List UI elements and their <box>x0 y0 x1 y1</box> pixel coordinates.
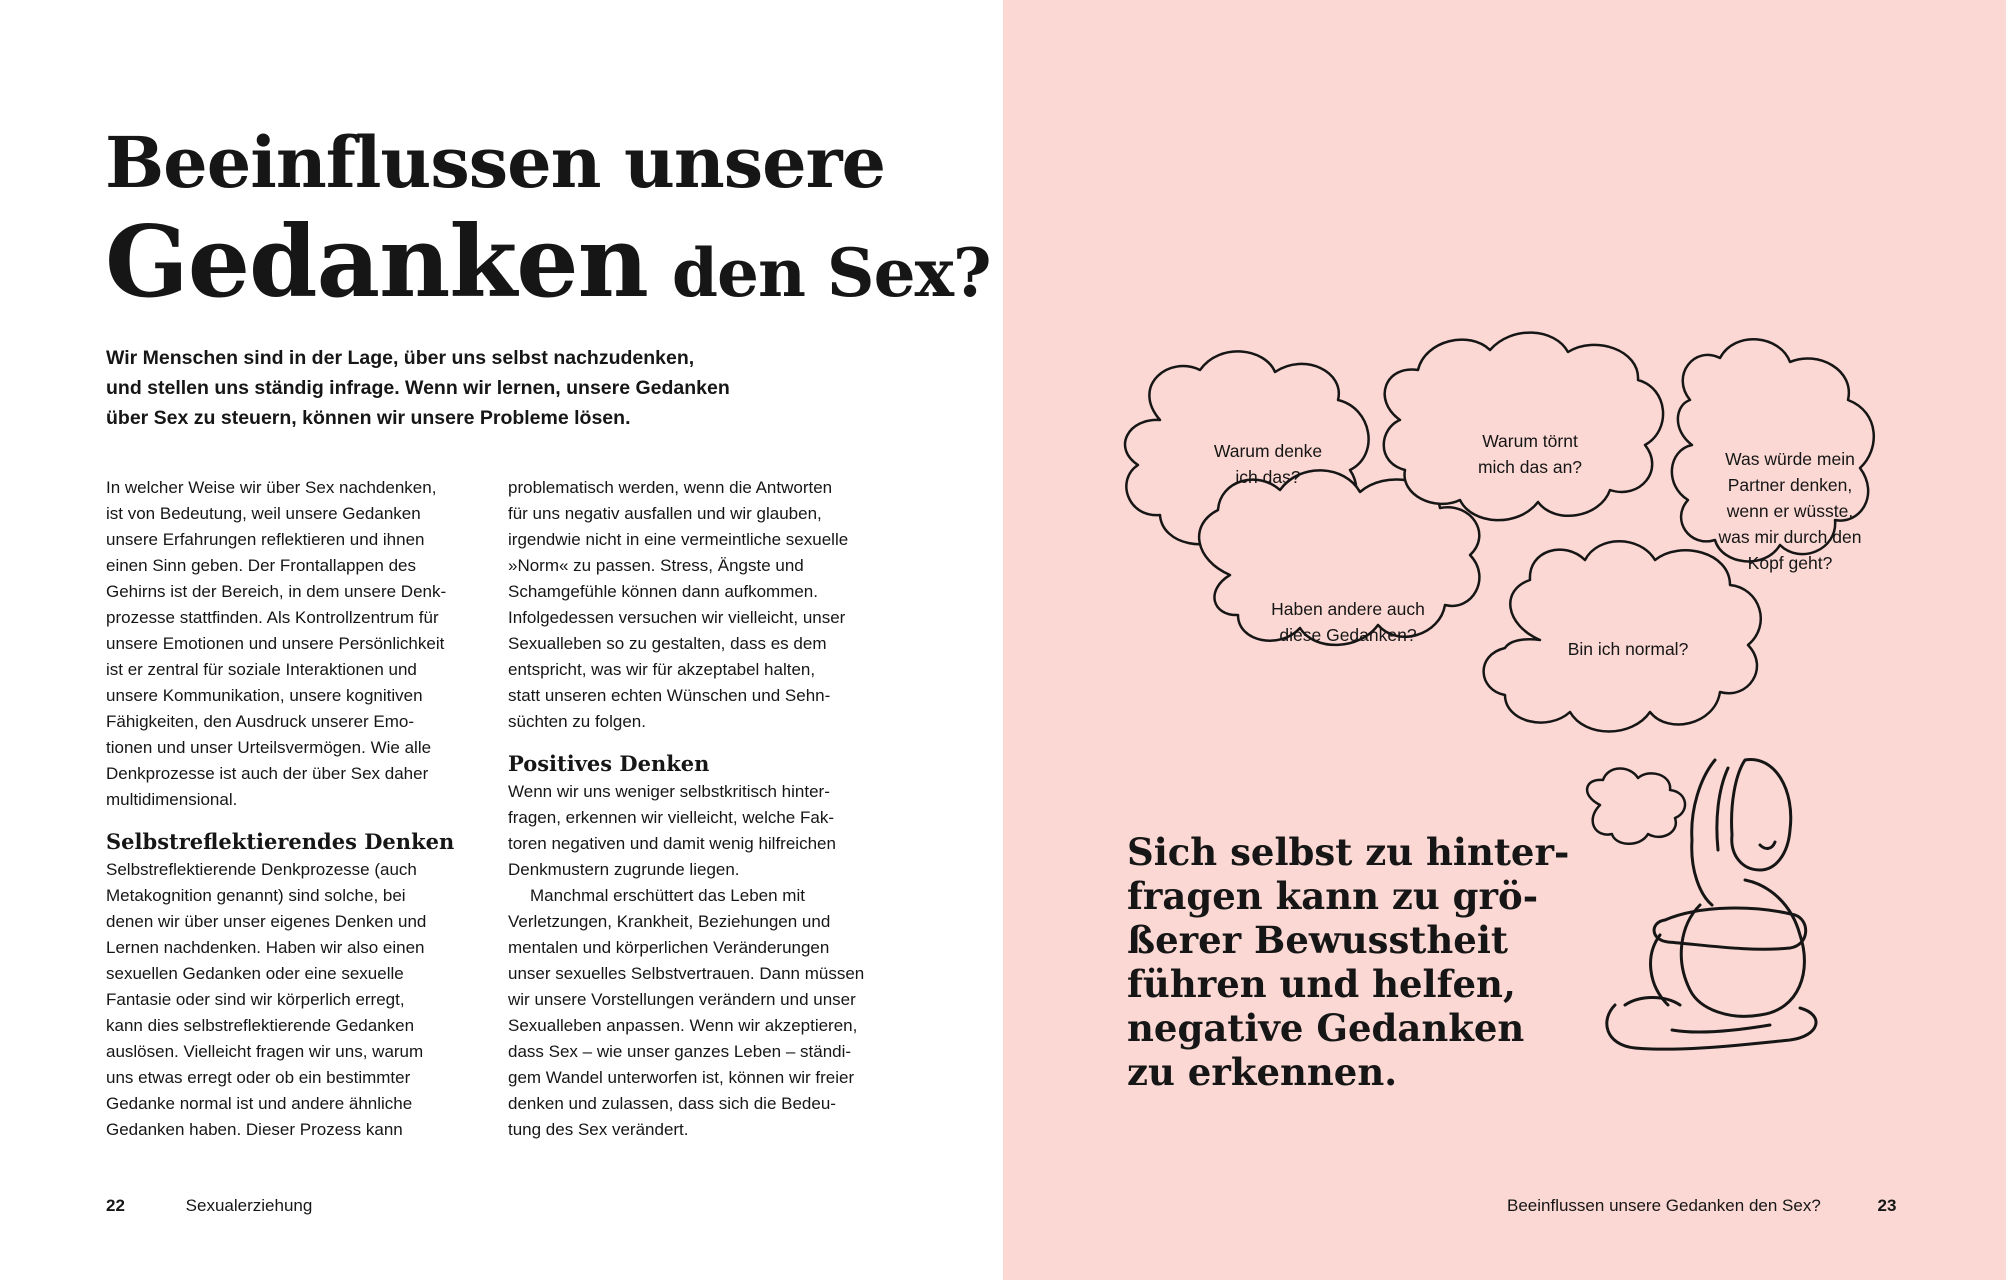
text-line: irgendwie nicht in eine vermeintliche sexuelle <box>508 530 849 549</box>
column2-paragraph-1 <box>508 475 908 735</box>
quote-line: fragen kann zu grö- <box>1127 874 1539 918</box>
title-line-2 <box>105 205 991 340</box>
cloud-line: Bin ich normal? <box>1567 639 1689 659</box>
text-line: uns etwas erregt oder ob ein bestimmter <box>106 1068 411 1087</box>
text-line: toren negativen und damit wenig hilfreichen <box>508 834 836 853</box>
text-line: Denkmustern zugrunde liegen. <box>508 860 740 879</box>
title-small-words: den Sex? <box>671 234 991 312</box>
text-line: wir unsere Vorstellungen verändern und unser <box>508 990 856 1009</box>
text-line: multidimensional. <box>106 790 238 809</box>
cloud-warum-toernt <box>1384 333 1663 521</box>
small-thought-cloud <box>1587 768 1685 843</box>
cloud-text-warum-toernt <box>1420 428 1640 480</box>
title-big-word: Gedanken <box>105 205 648 320</box>
title-line-1: Beeinflussen unsere <box>105 121 886 204</box>
cloud-text-warum-denke <box>1158 438 1378 490</box>
text-line: »Norm« zu passen. Stress, Ängste und <box>508 556 804 575</box>
cloud-line: was mir durch den <box>1718 527 1862 547</box>
cloud-text-bin-ich-normal <box>1518 636 1738 662</box>
cloud-line: Partner denken, <box>1727 475 1853 495</box>
text-line: unsere Emotionen und unsere Persönlichkeit <box>106 634 445 653</box>
cloud-text-was-wuerde-mein <box>1680 446 1900 576</box>
quote-line: ßerer Bewusstheit <box>1127 918 1508 962</box>
text-line: Denkprozesse ist auch der über Sex daher <box>106 764 429 783</box>
cloud-line: ich das? <box>1235 467 1301 487</box>
text-line: Gedanke normal ist und andere ähnliche <box>106 1094 413 1113</box>
text-line: statt unseren echten Wünschen und Sehn- <box>508 686 831 705</box>
cloud-line: Warum denke <box>1213 441 1323 461</box>
cloud-line: Warum törnt <box>1482 431 1578 451</box>
quote-line: negative Gedanken <box>1127 1006 1525 1050</box>
text-line: unsere Kommunikation, unsere kognitiven <box>106 686 423 705</box>
column2-paragraph-3 <box>508 883 908 1143</box>
text-line: Sexualleben so zu gestalten, dass es dem <box>508 634 827 653</box>
text-line: tung des Sex verändert. <box>508 1120 689 1139</box>
footer-section-title: Sexualerziehung <box>185 1196 313 1215</box>
text-line: denen wir über unser eigenes Denken und <box>106 912 427 931</box>
text-line: gem Wandel unterworfen ist, können wir freier <box>508 1068 855 1087</box>
text-line: Sexualleben anpassen. Wenn wir akzeptieren, <box>508 1016 858 1035</box>
footer-right <box>1507 1194 1896 1218</box>
text-line: für uns negativ ausfallen und wir glauben, <box>508 504 822 523</box>
text-line: mentalen und körperlichen Veränderungen <box>508 938 830 957</box>
page-title <box>105 118 991 340</box>
cloud-line: Kopf geht? <box>1747 553 1833 573</box>
body-column-2 <box>508 475 908 1143</box>
text-line: tionen und unser Urteilsvermögen. Wie alle <box>106 738 432 757</box>
lead-paragraph <box>106 343 806 433</box>
text-line: Schamgefühle können dann aufkommen. <box>508 582 818 601</box>
text-line: problematisch werden, wenn die Antworten <box>508 478 833 497</box>
text-line: süchten zu folgen. <box>508 712 646 731</box>
column2-paragraph-2 <box>508 779 908 883</box>
quote-line: zu erkennen. <box>1127 1050 1398 1094</box>
text-line: Manchmal erschüttert das Leben mit <box>530 886 805 905</box>
subheading-selbstreflektierendes-denken: Selbstreflektierendes Denken <box>106 829 455 854</box>
text-line: dass Sex – wie unser ganzes Leben – ständi- <box>508 1042 852 1061</box>
page-number-right: 23 <box>1877 1196 1897 1215</box>
text-line: Metakognition genannt) sind solche, bei <box>106 886 406 905</box>
cloud-line: Haben andere auch <box>1271 599 1425 619</box>
text-line: fragen, erkennen wir vielleicht, welche Fak- <box>508 808 834 827</box>
cloud-text-haben-andere <box>1238 596 1458 648</box>
pull-quote <box>1127 830 1569 1094</box>
lead-line: und stellen uns ständig infrage. Wenn wir lernen, unsere Gedanken <box>106 377 730 399</box>
running-head: Beeinflussen unsere Gedanken den Sex? <box>1507 1196 1821 1215</box>
lead-line: Wir Menschen sind in der Lage, über uns selbst nachzudenken, <box>106 347 695 369</box>
cloud-line: diese Gedanken? <box>1279 625 1417 645</box>
cloud-line: wenn er wüsste, <box>1726 501 1854 521</box>
text-line: Fähigkeiten, den Ausdruck unserer Emo- <box>106 712 415 731</box>
text-line: einen Sinn geben. Der Frontallappen des <box>106 556 416 575</box>
text-line: Gedanken haben. Dieser Prozess kann <box>106 1120 403 1139</box>
column1-paragraph-2 <box>106 857 506 1143</box>
footer-left <box>106 1194 312 1218</box>
text-line: unsere Erfahrungen reflektieren und ihnen <box>106 530 425 549</box>
cloud-line: Was würde mein <box>1725 449 1855 469</box>
text-line: ist er zentral für soziale Interaktionen und <box>106 660 417 679</box>
text-line: prozesse stattfinden. Als Kontrollzentrum für <box>106 608 439 627</box>
text-line: Verletzungen, Krankheit, Beziehungen und <box>508 912 831 931</box>
text-line: ist von Bedeutung, weil unsere Gedanken <box>106 504 421 523</box>
text-line: entspricht, was wir für akzeptabel halten, <box>508 660 816 679</box>
text-line: Selbstreflektierende Denkprozesse (auch <box>106 860 417 879</box>
text-line: unser sexuelles Selbstvertrauen. Dann müssen <box>508 964 865 983</box>
quote-line: führen und helfen, <box>1127 962 1516 1006</box>
page-number-left: 22 <box>106 1196 125 1215</box>
column1-paragraph-1 <box>106 475 506 813</box>
text-line: kann dies selbstreflektierende Gedanken <box>106 1016 415 1035</box>
cloud-line: mich das an? <box>1477 457 1583 477</box>
text-line: sexuellen Gedanken oder eine sexuelle <box>106 964 404 983</box>
text-line: Gehirns ist der Bereich, in dem unsere Denk- <box>106 582 447 601</box>
text-line: In welcher Weise wir über Sex nachdenken, <box>106 478 437 497</box>
text-line: Lernen nachdenken. Haben wir also einen <box>106 938 425 957</box>
subheading-positives-denken: Positives Denken <box>508 751 710 776</box>
text-line: denken und zulassen, dass sich die Bedeu- <box>508 1094 836 1113</box>
lead-line: über Sex zu steuern, können wir unsere Probleme lösen. <box>106 407 631 429</box>
text-line: Infolgedessen versuchen wir vielleicht, unser <box>508 608 846 627</box>
body-column-1 <box>106 475 506 1143</box>
quote-line: Sich selbst zu hinter- <box>1127 830 1570 874</box>
text-line: Wenn wir uns weniger selbstkritisch hinter- <box>508 782 830 801</box>
text-line: Fantasie oder sind wir körperlich erregt, <box>106 990 405 1009</box>
text-line: auslösen. Vielleicht fragen wir uns, warum <box>106 1042 424 1061</box>
